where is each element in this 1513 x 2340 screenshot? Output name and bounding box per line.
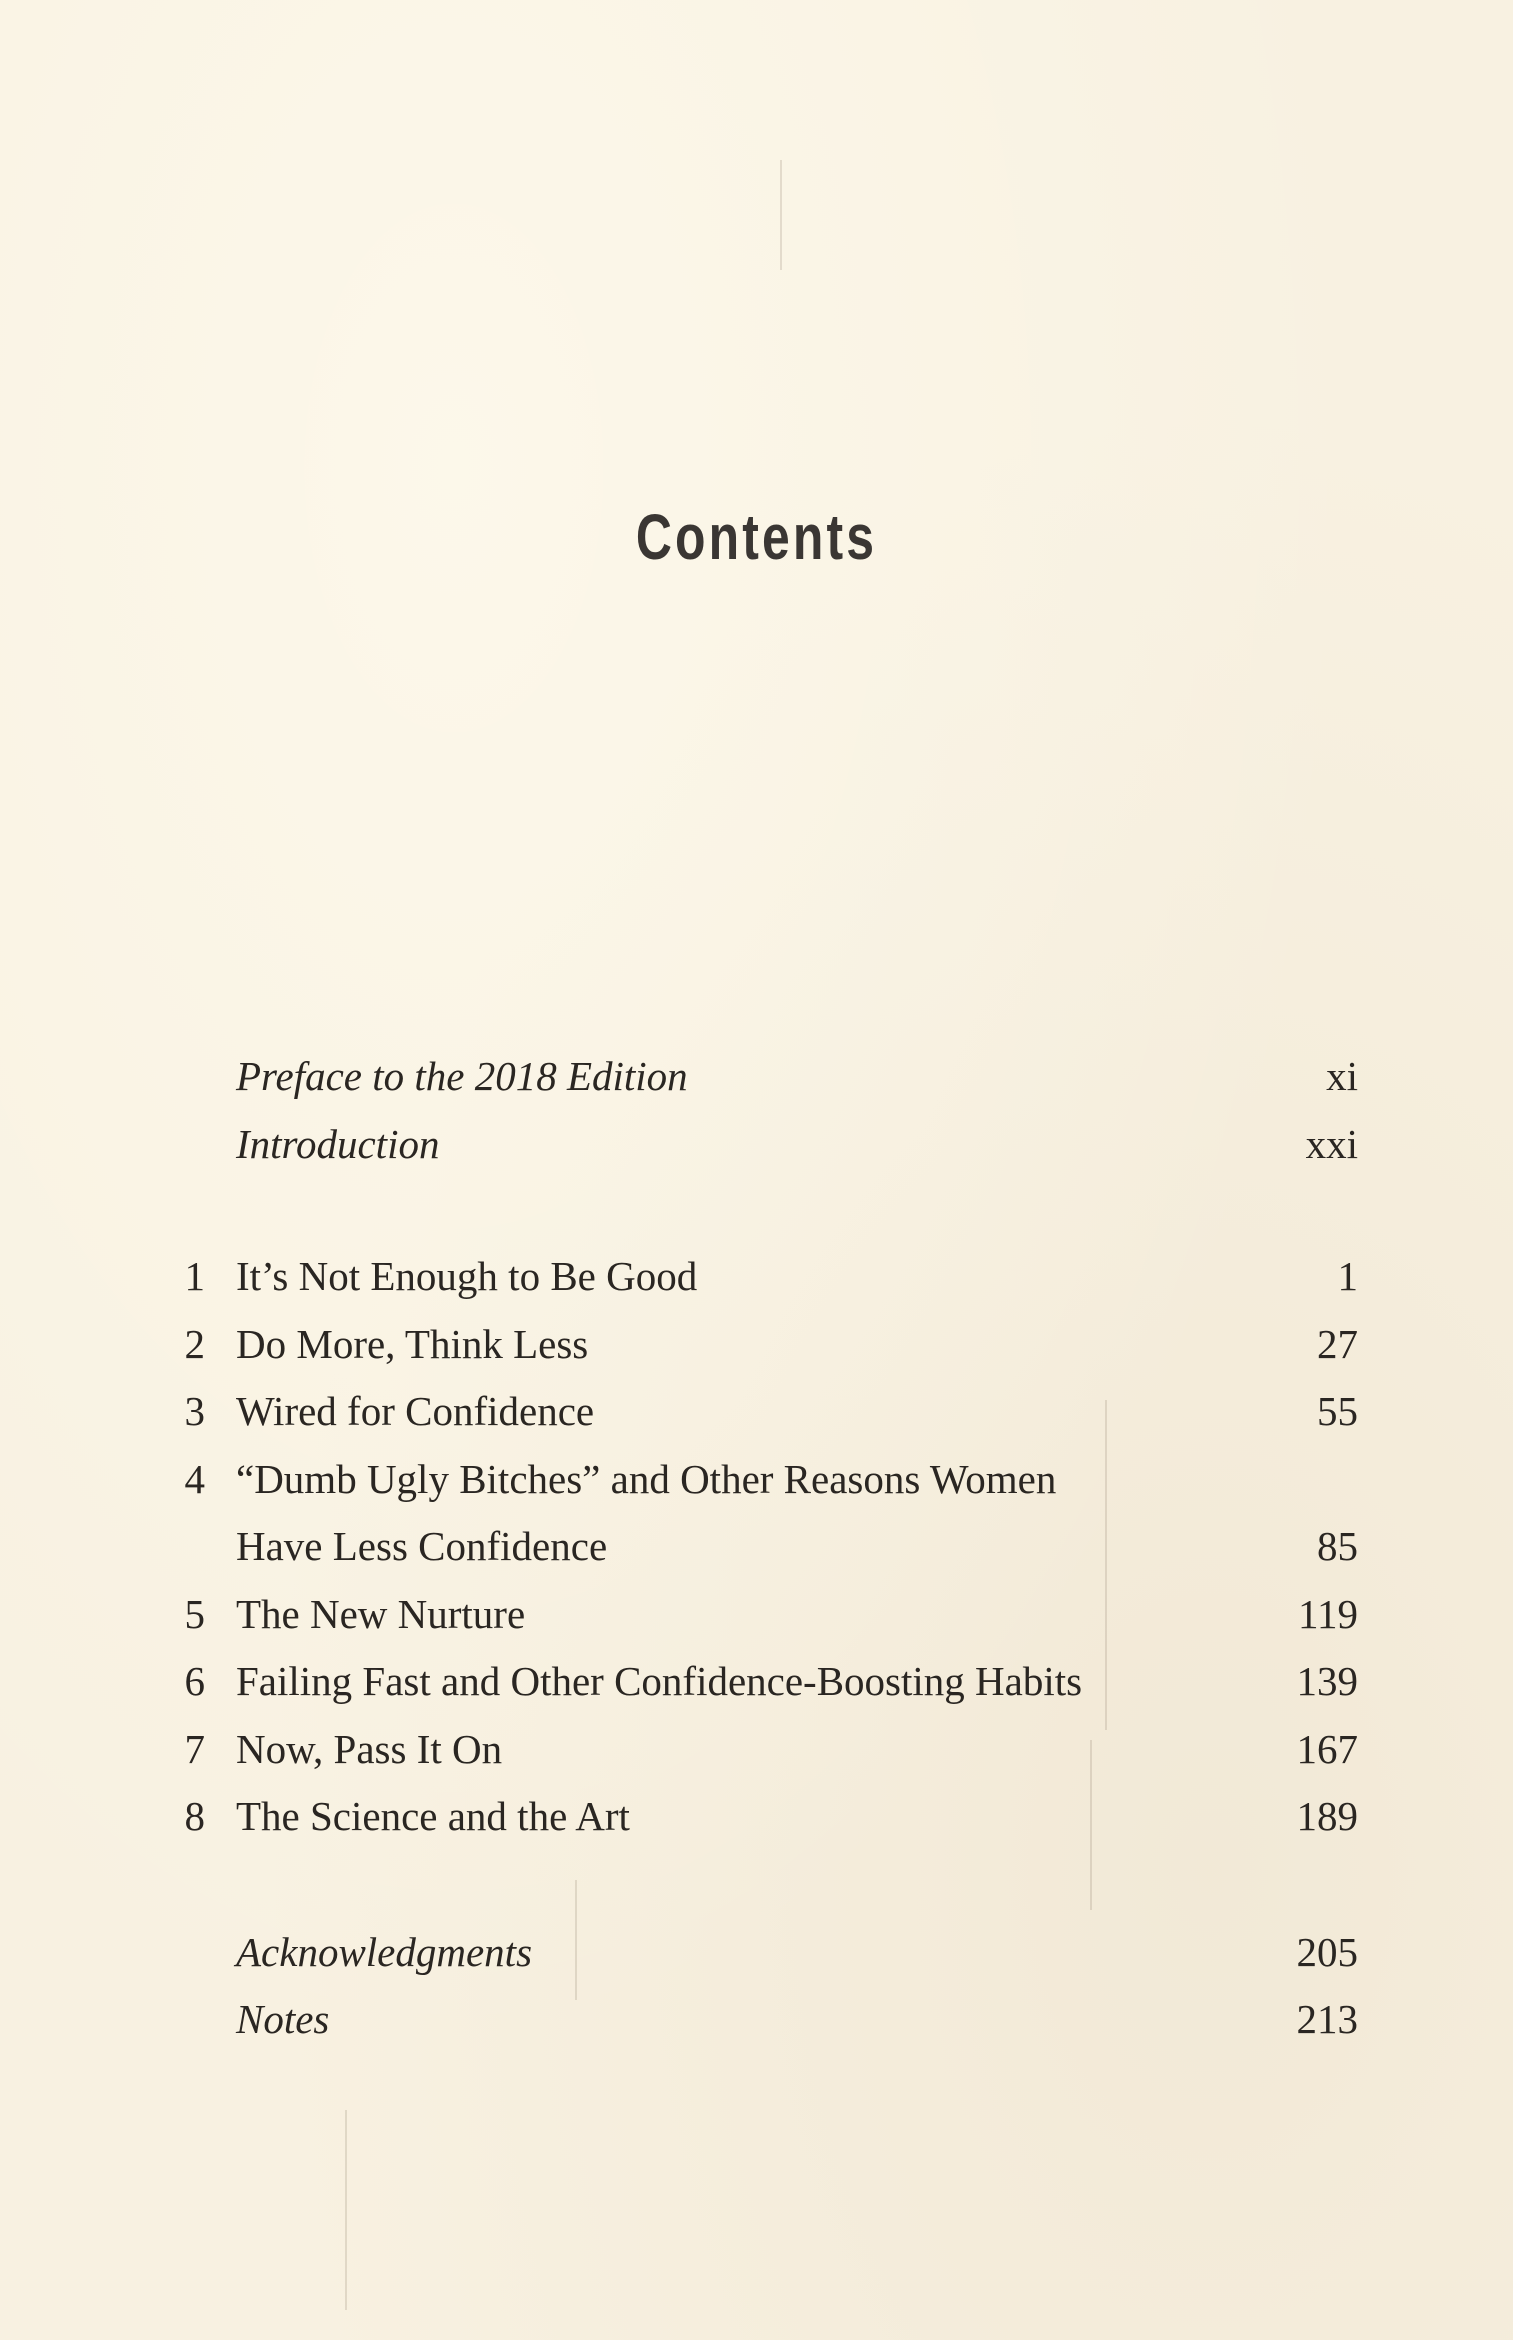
toc-entry-page: 189 <box>1296 1793 1358 1839</box>
toc-entry-label: The New Nurture <box>236 1591 526 1637</box>
toc-entry-page: 27 <box>1317 1321 1358 1367</box>
toc-entry-label: Do More, Think Less <box>236 1321 589 1367</box>
toc-entry-label: Failing Fast and Other Confidence-Boosting Habits <box>236 1658 1083 1704</box>
toc-entry-label: Notes <box>236 1996 330 2042</box>
chapter-number: 3 <box>184 1388 205 1434</box>
toc-entry-label: “Dumb Ugly Bitches” and Other Reasons Women <box>236 1456 1057 1502</box>
toc-entry-notes <box>0 1989 1513 2049</box>
toc-entry-chapter-3 <box>0 1381 1513 1441</box>
toc-entry-label: Wired for Confidence <box>236 1388 595 1434</box>
toc-entry-label: Now, Pass It On <box>236 1726 503 1772</box>
toc-entry-page: 213 <box>1296 1996 1358 2042</box>
chapter-number: 5 <box>184 1591 205 1637</box>
chapter-number: 1 <box>184 1253 205 1299</box>
toc-entry-page: xxi <box>1305 1121 1358 1167</box>
toc-entry-label: The Science and the Art <box>236 1793 630 1839</box>
toc-entry-label: Introduction <box>236 1121 440 1167</box>
toc-entry-chapter-7 <box>0 1719 1513 1779</box>
toc-entry-chapter-1 <box>0 1246 1513 1306</box>
toc-entry-label: It’s Not Enough to Be Good <box>236 1253 698 1299</box>
toc-entry-page: xi <box>1326 1053 1358 1099</box>
toc-entry-introduction <box>0 1114 1513 1174</box>
toc-entry-page: 55 <box>1317 1388 1358 1434</box>
toc-entry-page: 85 <box>1317 1523 1358 1569</box>
toc-entry-chapter-6 <box>0 1651 1513 1711</box>
chapter-number: 4 <box>184 1456 205 1502</box>
toc-entry-page: 167 <box>1296 1726 1358 1772</box>
toc-entry-label: Acknowledgments <box>236 1929 533 1975</box>
toc-entry-label-continued: Have Less Confidence <box>236 1523 608 1569</box>
toc-entry-chapter-2 <box>0 1314 1513 1374</box>
toc-entry-page: 1 <box>1337 1253 1358 1299</box>
chapter-number: 2 <box>184 1321 205 1367</box>
chapter-number: 8 <box>184 1793 205 1839</box>
chapter-number: 7 <box>184 1726 205 1772</box>
toc-entry-label: Preface to the 2018 Edition <box>236 1053 688 1099</box>
toc-entry-chapter-5 <box>0 1584 1513 1644</box>
toc-entry-chapter-4 <box>0 1449 1513 1509</box>
toc-entry-chapter-4-continued <box>0 1516 1513 1576</box>
toc-entry-page: 205 <box>1296 1929 1358 1975</box>
toc-entry-chapter-8 <box>0 1786 1513 1846</box>
chapter-number: 6 <box>184 1658 205 1704</box>
toc-entry-page: 119 <box>1298 1591 1358 1637</box>
toc-entry-page: 139 <box>1296 1658 1358 1704</box>
toc-entry-acknowledgments <box>0 1922 1513 1982</box>
toc-entry-preface <box>0 1046 1513 1106</box>
page-title: Contents <box>635 501 878 573</box>
